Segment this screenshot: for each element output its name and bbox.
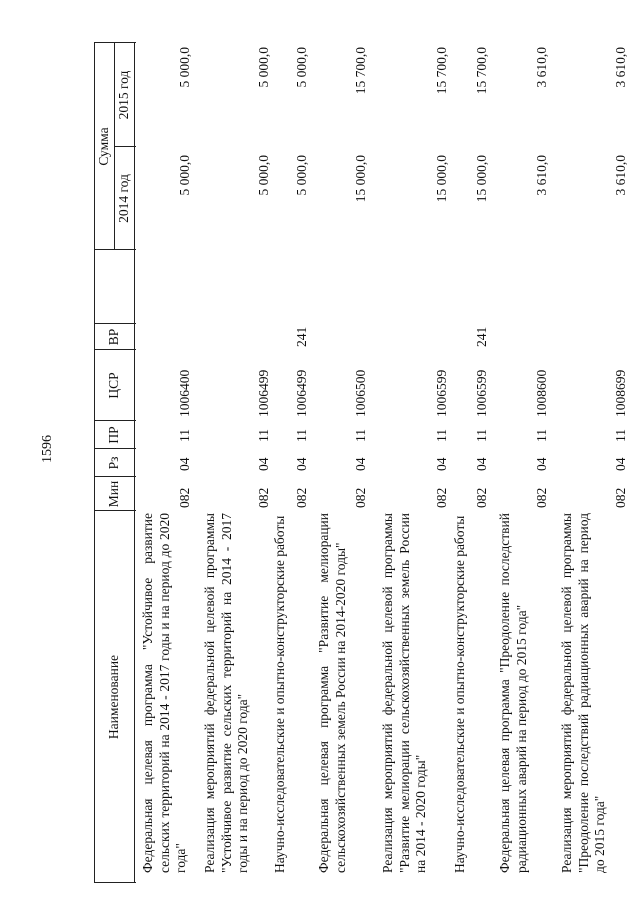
- row-pr: 11: [434, 429, 449, 442]
- row-rz: 04: [474, 457, 489, 471]
- row-rz: 04: [434, 457, 449, 471]
- row-csr: 1006599: [434, 369, 449, 417]
- page-number: 1596: [40, 435, 55, 463]
- row-min: 082: [474, 487, 489, 508]
- header-bottom-border: [134, 43, 135, 883]
- row-min: 082: [177, 487, 192, 508]
- header-sum: Сумма: [96, 127, 111, 166]
- row-2014: 15 000,0: [353, 155, 368, 203]
- row-csr: 1008600: [534, 369, 549, 417]
- row-name: Реализация мероприятий федеральной целевой программы "Преодоление последствий радиационных аварий на период до 2015 года": [559, 513, 607, 873]
- row-csr: 1008699: [613, 369, 628, 417]
- row-2014: 15 000,0: [474, 155, 489, 203]
- header-rz: Рз: [106, 456, 121, 470]
- row-min: 082: [434, 487, 449, 508]
- row-2015: 15 700,0: [434, 47, 449, 95]
- row-2014: 15 000,0: [434, 155, 449, 203]
- header-min: Мин: [106, 480, 121, 508]
- row-name: Федеральная целевая программа "Устойчивое развитие сельских территорий на 2014 - 2017 годы и на период до 2020 года": [140, 513, 188, 873]
- header-name: Наименование: [106, 654, 121, 740]
- row-min: 082: [613, 487, 628, 508]
- row-2015: 3 610,0: [613, 47, 628, 88]
- row-pr: 11: [256, 429, 271, 442]
- row-rz: 04: [613, 457, 628, 471]
- row-csr: 1006599: [474, 369, 489, 417]
- row-rz: 04: [177, 457, 192, 471]
- header-csr: ЦСР: [106, 372, 121, 399]
- row-csr: 1006400: [177, 369, 192, 417]
- header-pr: ПР: [106, 426, 121, 444]
- row-2015: 15 700,0: [474, 47, 489, 95]
- row-name: Федеральная целевая программа "Развитие мелиорации сельскохозяйственных земель России на 2014-2020 годы": [316, 513, 348, 873]
- row-name: Реализация мероприятий федеральной целевой программы "Развитие мелиорации сельскохозяйственных земель России на 2014 - 2020 годы": [380, 513, 428, 873]
- row-rz: 04: [353, 457, 368, 471]
- row-vr: 241: [294, 326, 309, 347]
- row-2014: 5 000,0: [177, 155, 192, 196]
- row-pr: 11: [294, 429, 309, 442]
- row-2014: 3 610,0: [613, 155, 628, 196]
- header-vr: ВР: [106, 328, 121, 346]
- row-rz: 04: [256, 457, 271, 471]
- row-rz: 04: [294, 457, 309, 471]
- rotated-table-sheet: [40, 43, 640, 883]
- row-min: 082: [294, 487, 309, 508]
- row-name: Федеральная целевая программа "Преодоление последствий радиационных аварий на период до 2015 года": [497, 513, 529, 873]
- header-2015: 2015 год: [116, 70, 131, 120]
- row-csr: 1006499: [256, 369, 271, 417]
- row-name: Реализация мероприятий федеральной целевой программы "Устойчивое развитие сельских территорий на 2014 - 2017 годы и на период до 2020 года": [202, 513, 250, 873]
- row-2015: 5 000,0: [177, 47, 192, 88]
- row-pr: 11: [474, 429, 489, 442]
- row-name: Научно-исследовательские и опытно-конструкторские работы: [272, 515, 287, 873]
- row-min: 082: [534, 487, 549, 508]
- row-2014: 5 000,0: [256, 155, 271, 196]
- row-min: 082: [353, 487, 368, 508]
- row-2015: 5 000,0: [256, 47, 271, 88]
- row-pr: 11: [353, 429, 368, 442]
- row-2015: 3 610,0: [534, 47, 549, 88]
- row-csr: 1006500: [353, 369, 368, 417]
- row-name: Научно-исследовательские и опытно-конструкторские работы: [452, 515, 467, 873]
- row-pr: 11: [613, 429, 628, 442]
- row-csr: 1006499: [294, 369, 309, 417]
- row-2015: 15 700,0: [353, 47, 368, 95]
- row-2014: 3 610,0: [534, 155, 549, 196]
- table-top-border: [94, 43, 95, 883]
- row-2014: 5 000,0: [294, 155, 309, 196]
- row-2015: 5 000,0: [294, 47, 309, 88]
- row-min: 082: [256, 487, 271, 508]
- row-pr: 11: [177, 429, 192, 442]
- header-2014: 2014 год: [116, 174, 131, 223]
- row-vr: 241: [474, 326, 489, 347]
- row-pr: 11: [534, 429, 549, 442]
- row-rz: 04: [534, 457, 549, 471]
